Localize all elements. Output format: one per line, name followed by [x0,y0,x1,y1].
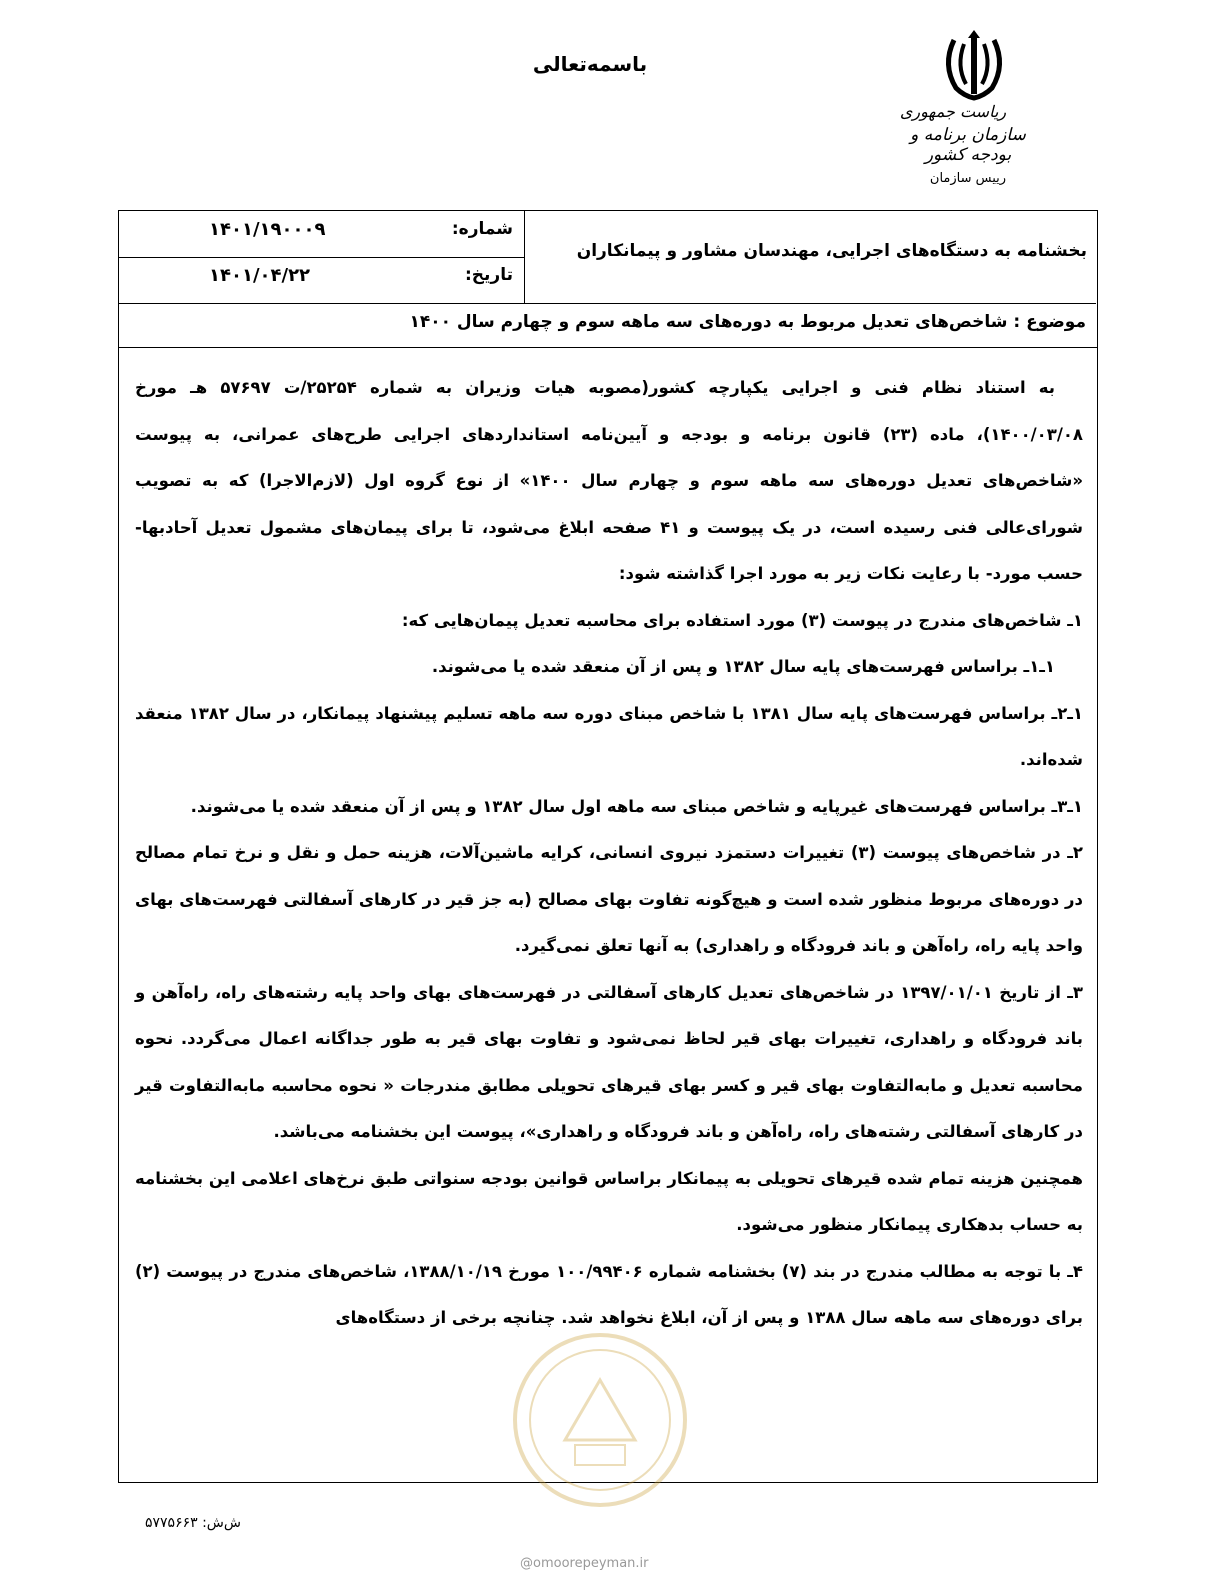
paragraph: ۱ـ۱ـ براساس فهرست‌های پایه سال ۱۳۸۲ و پس از آن منعقد شده یا می‌شوند. [431,657,1055,676]
letter-header-table [118,210,1098,348]
watermark-site: @omoorepeyman.ir [520,1556,649,1571]
date-label: تاریخ: [465,265,513,285]
heading-basmeh: باسمه‌تعالی [532,52,648,76]
date-row [119,257,525,303]
org-name: سازمان برنامه و بودجه کشور [910,125,1026,165]
organization-signature [888,102,1048,186]
number-value: ۱۴۰۱/۱۹۰۰۰۹ [209,219,326,240]
footer-code: ش‌ش: ۵۷۷۵۶۶۳ [145,1515,241,1531]
paragraph: ۱ـ۲ـ براساس فهرست‌های پایه سال ۱۳۸۱ با شاخص مبنای دوره سه ماهه تسلیم پیشنهاد پیمانکار، در سال ۱۳۸۲ منعقد شده‌اند. [135,703,1083,769]
body-text [135,365,1083,1342]
paragraph: ۴ـ با توجه به مطالب مندرج در بند (۷) بخشنامه شماره ۱۰۰/۹۹۴۰۶ مورخ ۱۳۸۸/۱۰/۱۹، شاخص‌های مندرج در پیوست (۲) برای دوره‌های سه ماهه سال ۱۳۸۸ و پس از آن، ابلاغ نخواهد شد. چنانچه برخی از دستگاه‌های [135,1261,1083,1327]
paragraph: ۲ـ در شاخص‌های پیوست (۳) تغییرات دستمزد نیروی انسانی، کرایه ماشین‌آلات، هزینه حمل و نقل و نرخ تمام مصالح در دوره‌های مربوط منظور شده است و هیچ‌گونه تفاوت بهای مصالح (به جز قیر در کارهای آسفالتی فهرست‌های بهای واحد پایه راه، راه‌آهن و باند فرودگاه و راهداری) به آنها تعلق نمی‌گیرد. [135,843,1083,955]
date-value: ۱۴۰۱/۰۴/۲۲ [209,265,311,286]
number-row [119,211,525,258]
paragraph: ۱ـ شاخص‌های مندرج در پیوست (۳) مورد استفاده برای محاسبه تعدیل پیمان‌هایی که: [401,610,1083,630]
subject: موضوع : شاخص‌های تعدیل مربوط به دوره‌های سه ماهه سوم و چهارم سال ۱۴۰۰ [409,312,1086,332]
letter-meta [119,211,525,303]
iran-emblem-icon [934,30,1014,110]
org-head-title: رییس سازمان [929,171,1007,186]
paragraph: ۱ـ۳ـ براساس فهرست‌های غیرپایه و شاخص مبنای سه ماهه اول سال ۱۳۸۲ و پس از آن منعقد شده یا می‌شوند. [190,796,1083,816]
paragraph: همچنین هزینه تمام شده قیرهای تحویلی به پیمانکار براساس قوانین بودجه سنواتی طبق نرخ‌های اعلامی این بخشنامه به حساب بدهکاری پیمانکار منظور می‌شود. [135,1168,1083,1234]
org-presidency: ریاست جمهوری [899,102,1007,121]
paragraph: ۳ـ از تاریخ ۱۳۹۷/۰۱/۰۱ در شاخص‌های تعدیل کارهای آسفالتی در فهرست‌های بهای واحد پایه رشته‌های راه، راه‌آهن و باند فرودگاه و راهداری، تغییرات بهای قیر لحاظ نمی‌شود و تفاوت بهای قیر به طور جداگانه اعمال می‌گردد. نحوه محاسبه تعدیل و مابه‌التفاوت بهای قیر و کسر بهای قیرهای تحویلی مطابق مندرجات « نحوه محاسبه مابه‌التفاوت قیر در کارهای آسفالتی رشته‌های راه، راه‌آهن و باند فرودگاه و راهداری»، پیوست این بخشنامه می‌باشد. [135,982,1083,1141]
addressee: بخشنامه به دستگاه‌های اجرایی، مهندسان مشاور و پیمانکاران [576,241,1087,261]
letter-body [118,347,1098,1483]
number-label: شماره: [451,219,513,239]
watermark-seal-icon [505,1320,695,1540]
subject-row [119,303,1096,347]
paragraph: به استناد نظام فنی و اجرایی یکپارچه کشور(مصوبه هیات وزیران به شماره ۲۵۲۵۴/ت ۵۷۶۹۷ هـ مورخ ۱۴۰۰/۰۳/۰۸)، ماده (۲۳) قانون برنامه و بودجه و آیین‌نامه استانداردهای اجرایی طرح‌های عمرانی، به پیوست «شاخص‌های تعدیل دوره‌های سه ماهه سوم و چهارم سال ۱۴۰۰» از نوع گروه اول (لازم‌الاجرا) که به تصویب شورای‌عالی فنی رسیده است، در یک پیوست و ۴۱ صفحه ابلاغ می‌شود، تا برای پیمان‌های مشمول تعدیل آحادبها- حسب مورد- با رعایت نکات زیر به مورد اجرا گذاشته شود: [135,378,1083,583]
